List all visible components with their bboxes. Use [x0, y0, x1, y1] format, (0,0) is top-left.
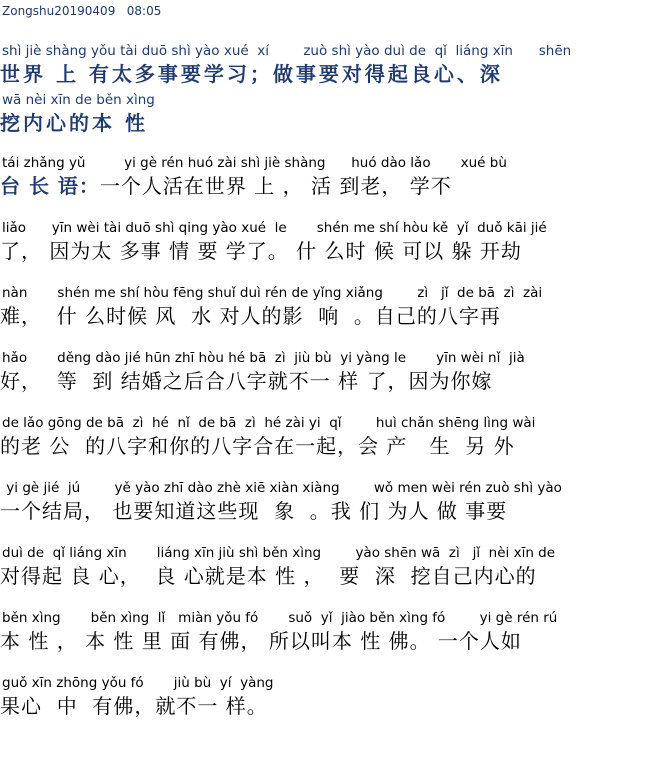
- body-line-1: [0, 154, 654, 199]
- body-line-5: [0, 414, 654, 459]
- body-line-9: [0, 674, 654, 719]
- body-line-2: [0, 219, 654, 264]
- post-time: 08:05: [126, 4, 162, 18]
- title-hanzi: 挖内心的本 性: [0, 111, 148, 135]
- post-id: Zongshu20190409: [2, 4, 116, 18]
- speaker-label: 台 长 语：: [0, 174, 100, 198]
- body-pinyin: duì de qǐ liáng xīn liáng xīn jiù shì běn xìng yào shēn wā zì jǐ nèi xīn de: [2, 545, 556, 561]
- title-line-2: [0, 91, 654, 136]
- body-pinyin: tái zhǎng yǔ yi gè rén huó zài shì jiè shàng huó dào lǎo xué bù: [2, 155, 507, 171]
- body-pinyin: yi gè jié jú yě yào zhī dào zhè xiē xiàn xiàng wǒ men wèi rén zuò shì yào: [2, 480, 562, 496]
- title-hanzi: 世界 上 有太多事要学习；做事要对得起良心、深: [0, 62, 503, 86]
- body-hanzi: 了， 因为太 多事 情 要 学了。 什 么时 候 可以 躲 开劫: [0, 239, 522, 263]
- body-pinyin: guǒ xīn zhōng yǒu fó jiù bù yí yàng: [2, 675, 274, 691]
- title-pinyin: shì jiè shàng yǒu tài duō shì yào xué xí zuò shì yào duì de qǐ liáng xīn shēn: [2, 43, 572, 59]
- body-text: 一个人活在世界 上 ， 活 到老， 学不: [99, 174, 452, 198]
- article-body: [0, 42, 654, 719]
- body-pinyin: de lǎo gōng de bā zì hé nǐ de bā zì hé zài yi qǐ huì chǎn shēng lìng wài: [2, 415, 536, 431]
- body-line-4: [0, 349, 654, 394]
- body-pinyin: nàn shén me shí hòu fēng shuǐ duì rén de yǐng xiǎng zì jǐ de bā zì zài: [2, 285, 543, 301]
- body-hanzi: 本 性 ， 本 性 里 面 有佛， 所以叫本 性 佛。 一个人如: [0, 629, 522, 653]
- body-line-7: [0, 544, 654, 589]
- body-hanzi: 难， 什 么时候 风 水 对人的影 响 。自己的八字再: [0, 304, 501, 328]
- body-hanzi: 对得起 良 心， 良 心就是本 性 ， 要 深 挖自己内心的: [0, 564, 537, 588]
- body-line-8: [0, 609, 654, 654]
- body-pinyin: liǎo yīn wèi tài duō shì qing yào xué le shén me shí hòu kě yǐ duǒ kāi jié: [2, 220, 547, 236]
- body-pinyin: běn xìng běn xìng lǐ miàn yǒu fó suǒ yǐ jiào běn xìng fó yi gè rén rú: [2, 610, 558, 626]
- title-pinyin: wā nèi xīn de běn xìng: [2, 92, 155, 108]
- body-hanzi: 好， 等 到 结婚之后合八字就不一 样 了，因为你嫁: [0, 369, 493, 393]
- body-hanzi: 果心 中 有佛，就不一 样。: [0, 694, 268, 718]
- body-line-6: [0, 479, 654, 524]
- body-line-3: [0, 284, 654, 329]
- body-hanzi: 一个结局， 也要知道这些现 象 。我 们 为人 做 事要: [0, 499, 508, 523]
- body-hanzi: [0, 173, 654, 199]
- body-pinyin: hǎo děng dào jié hūn zhī hòu hé bā zì jiù bù yi yàng le yīn wèi nǐ jià: [2, 350, 525, 366]
- title-line-1: [0, 42, 654, 87]
- post-header: [2, 4, 161, 18]
- body-hanzi: 的老 公 的八字和你的八字合在一起，会 产 生 另 外: [0, 434, 515, 458]
